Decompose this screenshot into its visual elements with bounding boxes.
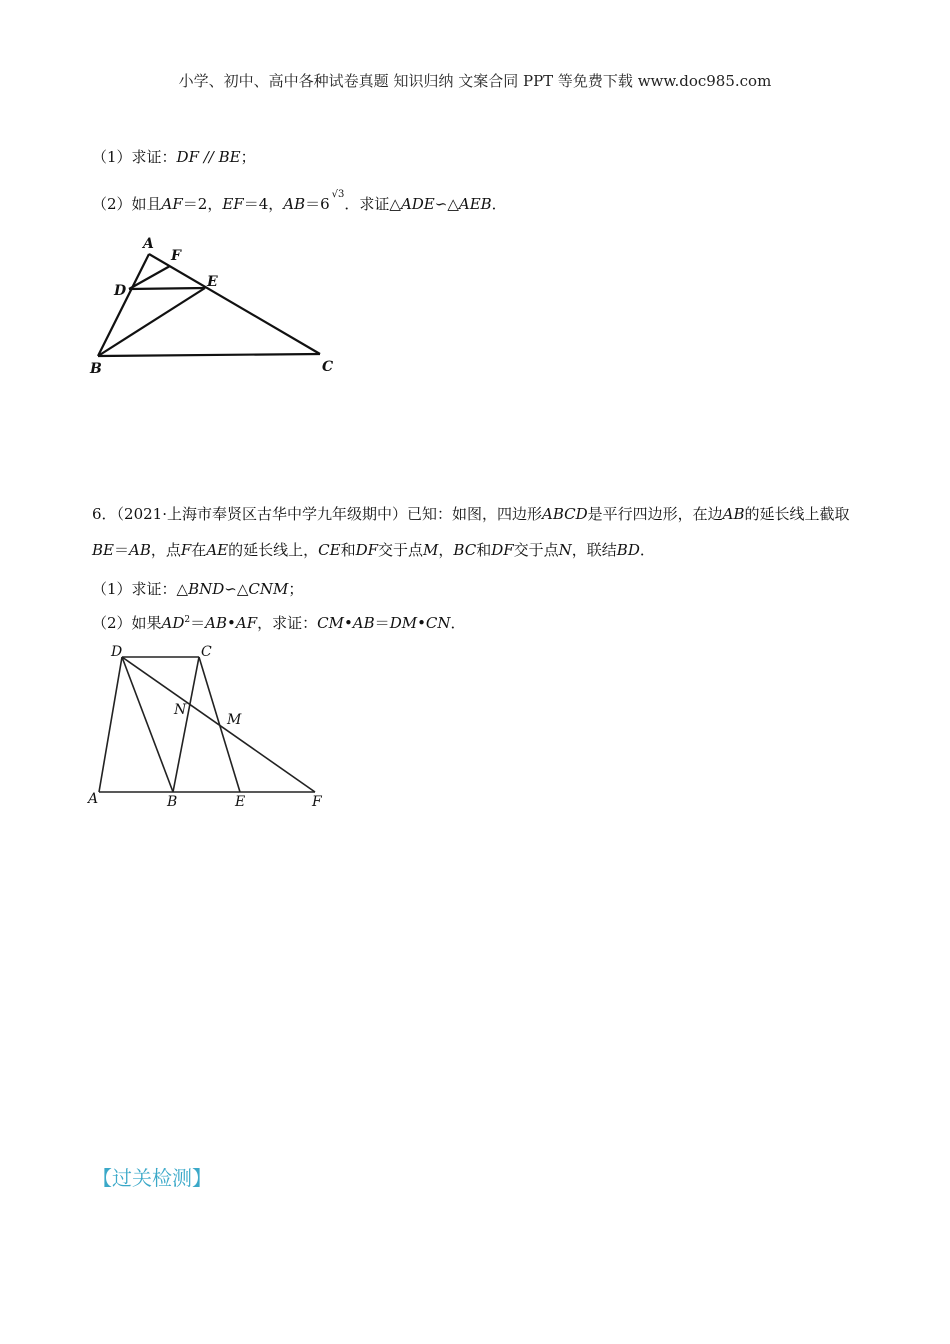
seg-DA [99, 657, 122, 792]
label-C: C [201, 644, 212, 660]
label-A: A [143, 236, 154, 252]
seg-DF [129, 266, 170, 289]
label-E: E [207, 274, 218, 290]
seg-DF [122, 657, 315, 792]
label-E: E [235, 794, 246, 810]
label-F: F [171, 248, 181, 264]
seg-DE [129, 288, 205, 289]
q5-figure [85, 230, 355, 380]
label-B: B [167, 794, 178, 810]
label-D: D [111, 644, 123, 660]
q6-statement: 6．（2021·上海市奉贤区古华中学九年级期中）已知：如图，四边形ABCD是平行四边形，在边AB的延长线上截取BE＝AB，点F在AE的延长线上，CE和DF交于点M，BC和DF交于点N，联结BD． [92, 505, 850, 559]
sqrt-three: √3 [331, 189, 345, 200]
q5-part1: （1）求证：DF // BE； [92, 148, 256, 166]
seg-BC [98, 354, 320, 356]
label-D: D [114, 283, 127, 299]
seg-CB [173, 657, 199, 792]
q6-part1: （1）求证：△BND∽△CNM； [92, 580, 304, 598]
label-C: C [322, 359, 334, 375]
label-A: A [88, 791, 99, 807]
seg-DB [122, 657, 173, 792]
label-F: F [312, 794, 322, 810]
label-M: M [227, 712, 242, 728]
page-header: 小学、初中、高中各种试卷真题 知识归纳 文案合同 PPT 等免费下载 www.doc985.com [178, 72, 772, 90]
seg-AC [149, 254, 320, 354]
q6-part2: （2）如果$AD^2=AB•AF$，求证：CM•AB＝DM•CN． [92, 614, 466, 632]
section-title: 【过关检测】 [92, 1166, 212, 1190]
q6-figure [85, 640, 335, 815]
label-B: B [90, 361, 102, 377]
q5-part2: （2）如且AF＝2，EF＝4，AB＝6√3．求证△ADE∽△AEB． [92, 189, 507, 213]
label-N: N [174, 702, 187, 718]
